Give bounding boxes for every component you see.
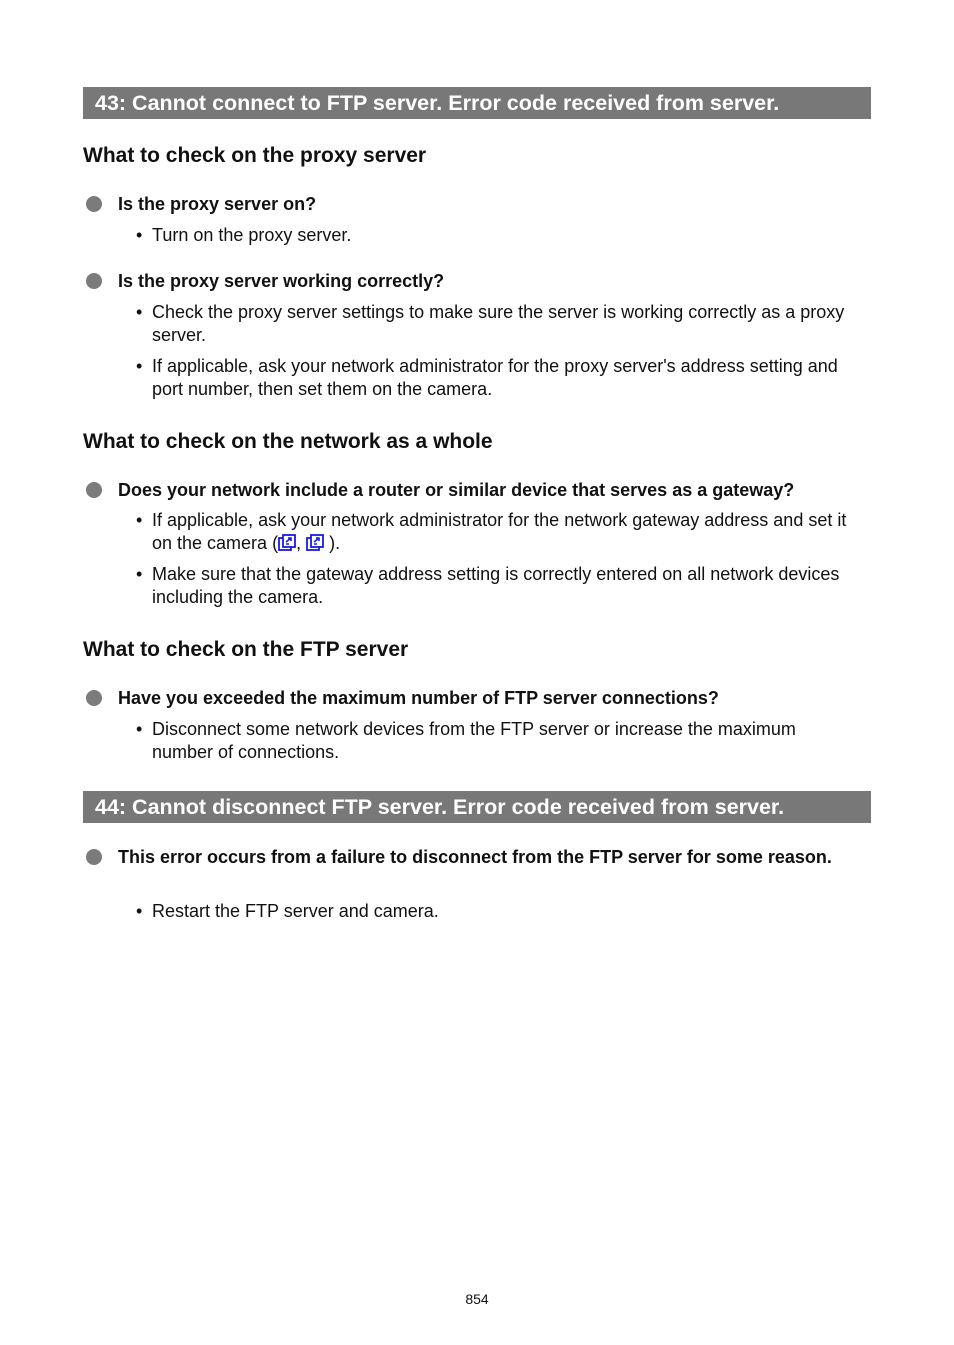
question-text: Have you exceeded the maximum number of FTP server connections?: [118, 688, 719, 708]
list-item-text: Check the proxy server settings to make sure the server is working correctly as a proxy server.: [152, 302, 845, 345]
question-text: Does your network include a router or similar device that serves as a gateway?: [118, 480, 795, 500]
ftp-heading: What to check on the FTP server: [83, 638, 409, 661]
list-item-text: Restart the FTP server and camera.: [152, 901, 439, 921]
list-item: [136, 563, 852, 609]
list-item-text-post: ).: [329, 533, 341, 553]
question-text: Is the proxy server on?: [118, 194, 317, 214]
network-heading: What to check on the network as a whole: [83, 430, 493, 453]
list-item-text: If applicable, ask your network administrator for the proxy server's address setting and port number, then set them on the camera.: [152, 356, 838, 399]
question-text: Is the proxy server working correctly?: [118, 271, 445, 291]
page-number: 854: [465, 1291, 489, 1307]
list-item-text: Disconnect some network devices from the FTP server or increase the maximum number of connections.: [152, 719, 796, 762]
bullet-mark: •: [136, 564, 143, 584]
list-item-text: [152, 509, 852, 555]
section-44-title: 44: Cannot disconnect FTP server. Error code received from server.: [83, 791, 871, 823]
proxy-heading: What to check on the proxy server: [83, 144, 427, 167]
list-item: [136, 718, 852, 764]
list-item: [136, 509, 852, 555]
bullet-circle-icon: [86, 849, 102, 865]
bullet-circle-icon: [86, 482, 102, 498]
list-item-text: Make sure that the gateway address setting is correctly entered on all network devices including the camera.: [152, 564, 840, 607]
list-item: [136, 224, 852, 247]
bullet-mark: •: [136, 356, 143, 376]
list-item: [136, 301, 852, 347]
bullet-mark: •: [136, 225, 143, 245]
question-text: This error occurs from a failure to disconnect from the FTP server for some reason.: [118, 847, 832, 867]
bullet-mark: •: [136, 901, 143, 921]
bullet-circle-icon: [86, 196, 102, 212]
bullet-circle-icon: [86, 273, 102, 289]
page-link-icon[interactable]: [306, 534, 324, 552]
page-link-icon[interactable]: [278, 534, 296, 552]
list-item-text-sep: ,: [296, 533, 302, 553]
bullet-mark: •: [136, 719, 143, 739]
list-item: [136, 900, 852, 923]
list-item: [136, 355, 852, 401]
bullet-circle-icon: [86, 690, 102, 706]
section-43-title: 43: Cannot connect to FTP server. Error code received from server.: [83, 87, 871, 119]
list-item-text-pre: If applicable, ask your network administrator for the network gateway address and set it on the camera (: [152, 510, 847, 553]
bullet-mark: •: [136, 510, 143, 530]
list-item-text: Turn on the proxy server.: [152, 225, 352, 245]
bullet-mark: •: [136, 302, 143, 322]
